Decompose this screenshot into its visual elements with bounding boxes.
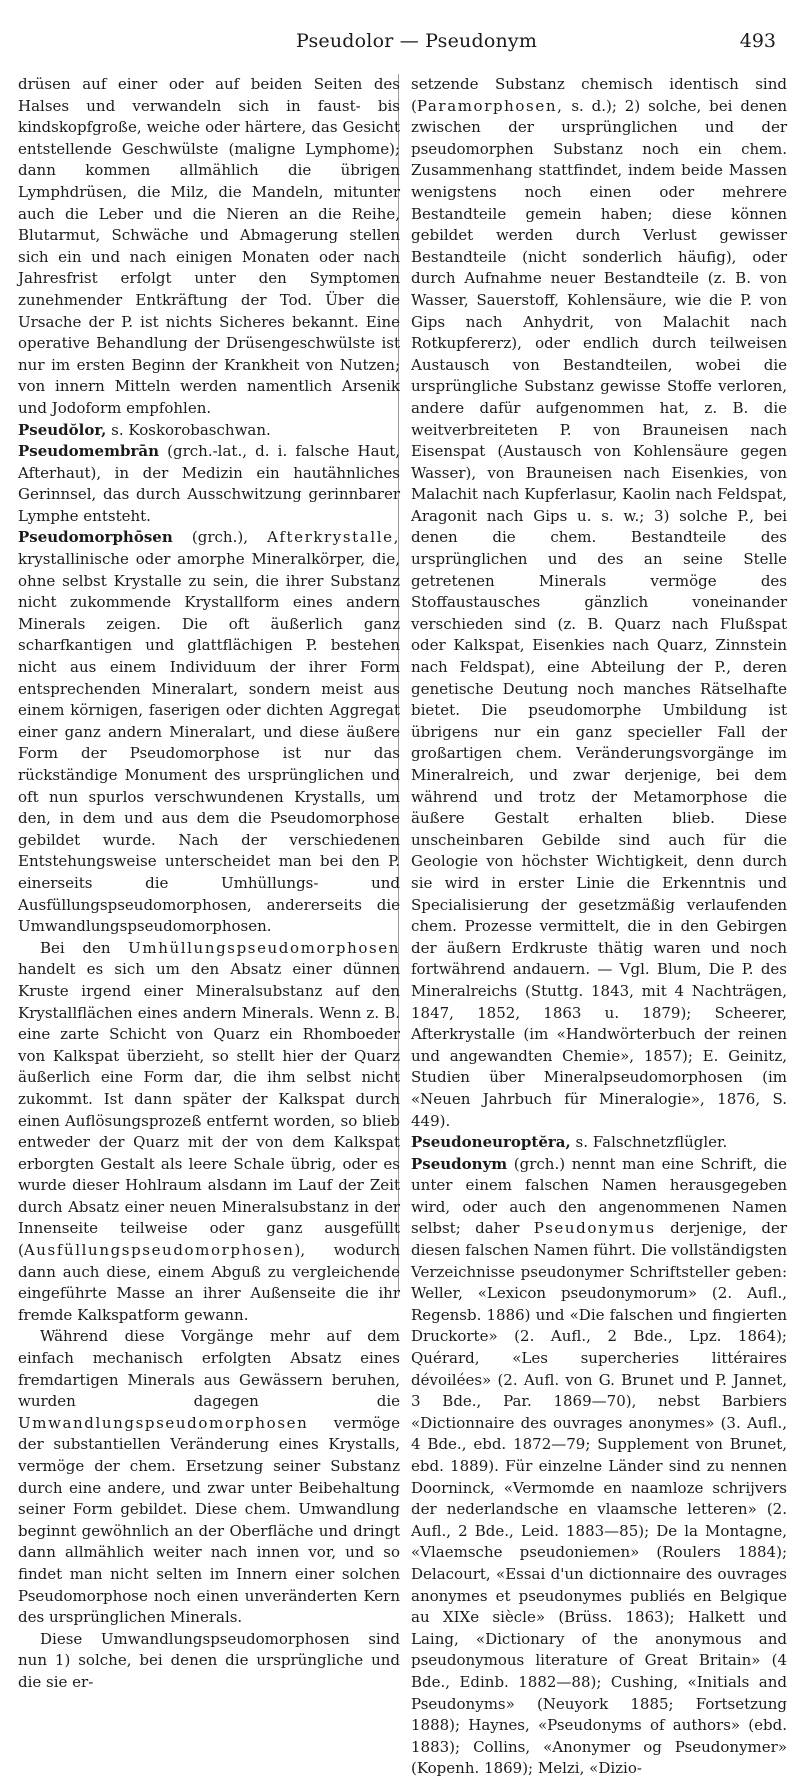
paragraph-lymphoma: drüsen auf einer oder auf beiden Seiten des Halses und verwandeln sich in faust- bis kindskopfgroße, weiche oder härtere, das Gesicht entstellende Geschwülste (maligne Lymphome); dann kommen allmählich die übrigen Lymphdrüsen, die Milz, die Mandeln, mitunter auch die Leber und die Nieren an die Reihe, Blutarmut, Schwäche und Abmagerung stellen sich ein und nach einigen Monaten oder nach Jahresfrist erfolgt unter den Symptomen zunehmender Entkräftung der Tod. Über die Ursache der P. ist nichts Sicheres bekannt. Eine operative Behandlung der Drüsengeschwülste ist nur im ersten Beginn der Krankheit von Nutzen; von innern Mitteln werden namentlich Arsenik und Jodoform empfohlen.	[18, 75, 400, 417]
paragraph-umwandlung	[18, 1326, 400, 1628]
text-run: setzende Substanz chemisch identisch sind (	[411, 75, 787, 115]
spaced-term: Umwandlungspseudomorphosen	[18, 1413, 309, 1432]
entry-pseudonym	[411, 1154, 787, 1780]
headword-pseudolor: Pseudŏlor,	[18, 420, 107, 439]
paragraph-continuation	[411, 74, 787, 1132]
text-run: Bei den	[40, 938, 129, 957]
right-column	[411, 74, 788, 1778]
entry-text: krystallinische oder amorphe Mineralkörper, die, ohne selbst Krystalle zu sein, die ihrer Substanz nicht zukommende Krystallform eines andern Minerals zeigen. Die oft äußerlich ganz scharfkantigen und glattflächigen P. bestehen nicht aus einem Individuum der ihrer Form entsprechenden Mineralart, sondern meist aus einem körnigen, faserigen oder dichten Aggregat einer ganz andern Mineralart, und diese äußere Form der Pseudomorphose ist nur das rückständige Monument des ursprünglichen und oft nun spurlos verschwundenen Krystalls, um den, in dem und aus dem die Pseudomorphose gebildet wurde. Nach der verschiedenen Entstehungsweise unterscheidet man bei den P. einerseits die Umhüllungs- und Ausfüllungspseudomorphosen, andererseits die Umwandlungspseudomorphosen.	[18, 550, 400, 936]
text-run: vermöge der substantiellen Veränderung eines Krystalls, vermöge der chem. Ersetzung seiner Substanz durch eine andere, und zwar unter Beibehaltung seiner Form gebildet. Diese chem. Umwandlung beginnt gewöhnlich an der Oberfläche und dringt dann allmählich weiter nach innen vor, und so findet man nicht selten im Innern einer solchen Pseudomorphose noch einen unveränderten Kern des ursprünglichen Minerals.	[18, 1413, 400, 1627]
running-title: Pseudolor — Pseudonym	[296, 30, 538, 52]
entry-text: derjenige, der diesen falschen Namen führt. Die vollständigsten Verzeichnisse pseudonymer Schriftsteller geben: Weller, «Lexicon pseudonymorum» (2. Aufl., Regensb. 1886) und «Die falschen und fingierten Druckorte» (2. Aufl., 2 Bde., Lpz. 1864); Quérard, «Les supercheries littéraires dévoilées» (2. Aufl. von G. Brunet und P. Jannet, 3 Bde., Par. 1869—70), nebst Barbiers «Dictionnaire des ouvrages anonymes» (3. Aufl., 4 Bde., ebd. 1872—79; Supplement von Brunet, ebd. 1889). Für einzelne Länder sind zu nennen Doorninck, «Vermomde en naamloze schrijvers der nederlandsche en vlaamsche letteren» (2. Aufl., 2 Bde., Leid. 1883—85); De la Montagne, «Vlaemsche pseudoniemen» (Roulers 1884); Delacourt, «Essai d'un dictionnaire des ouvrages anonymes et pseudonymes publiés en Belgique au XIXe siècle» (Brüss. 1863); Halkett und Laing, «Dictionary of the anonymous and pseudonymous literature of Great Britain» (4 Bde., Edinb. 1882—88); Cushing, «Initials and Pseudonyms» (Neuyork 1885; Fortsetzung 1888); Haynes, «Pseudonyms of authors» (ebd. 1883); Collins, «Anonymer og Pseudonymer» (Kopenh. 1869); Melzi, «Dizio-	[411, 1219, 788, 1778]
entry-text: (grch.-lat., d. i. falsche Haut, Afterhaut), in der Medizin ein hautähnliches Gerinnsel, das durch Ausschwitzung gerinnbarer Lymphe entsteht.	[18, 442, 400, 525]
entry-text: s. Falschnetzflügler.	[570, 1133, 728, 1152]
headword-pseudomorphosen: Pseudomorphōsen	[18, 528, 173, 547]
text-run: s. d.); 2) solche, bei denen zwischen der ursprünglichen und der pseudomorphen Substanz noch ein chem. Zusammenhang stattfindet, indem beide Massen wenigstens noch einen oder mehrere Bestandteile gemein haben; diese können gebildet werden durch Verlust gewisser Bestandteile (nicht sonderlich häufig), oder durch Aufnahme neuer Bestandteile (z. B. von Wasser, Sauerstoff, Kohlensäure, wie die P. von Gips nach Anhydrit, von Malachit nach Rotkupfererz), oder endlich durch teilweisen Austausch von Bestandteilen, wobei die ursprüngliche Substanz gewisse Stoffe verloren, andere dafür aufgenommen hat, z. B. die weitverbreiteten P. von Brauneisen nach Eisenspat (Austausch von Kohlensäure gegen Wasser), von Brauneisen nach Eisenkies, von Malachit nach Kupferlasur, Kaolin nach Feldspat, Aragonit nach Gips u. s. w.; 3) solche P., bei denen die chem. Bestandteile des ursprünglichen und des an seine Stelle getretenen Minerals vermöge des Stoffaustausches gänzlich voneinander verschieden sind (z. B. Quarz nach Flußspat oder Kalkspat, Eisenkies nach Quarz, Zinnstein nach Feldspat), eine Abteilung der P., deren genetische Deutung noch manches Rätselhafte bietet. Die pseudomorphe Umbildung ist übrigens nur ein ganz specieller Fall der großartigen chem. Veränderungsvorgänge im Mineralreich, und zwar derjenige, bei dem während und trotz der Metamorphose die äußere Gestalt erhalten blieb. Diese unscheinbaren Gebilde sind auch für die Geologie von höchster Wichtigkeit, denn durch sie wird in erster Linie die Erkenntnis und Specialisierung der gesetzmäßig verlaufenden chem. Prozesse vermittelt, die in den Gebirgen der äußern Erdkruste thätig waren und noch fortwährend andauern. — Vgl. Blum, Die P. des Mineralreichs (Stuttg. 1843, mit 4 Nachträgen, 1847, 1852, 1863 u. 1879); Scheerer, Afterkrystalle (im «Handwörterbuch der reinen und angewandten Chemie», 1857); E. Geinitz, Studien über Mineralpseudomorphosen (im «Neuen Jahrbuch für Mineralogie», 1876, S. 449).	[411, 96, 787, 1130]
paragraph-umhuellung	[18, 938, 400, 1327]
text-run: Während diese Vorgänge mehr auf dem einfach mechanisch erfolgten Absatz eines fremdartigen Minerals aus Gewässern beruhen, wurden dagegen die	[18, 1327, 400, 1411]
spaced-term: Paramorphosen,	[416, 96, 564, 115]
entry-text: s. Koskorobaschwan.	[106, 420, 271, 439]
page-number: 493	[739, 30, 776, 52]
spaced-term: Pseudonymus	[533, 1219, 656, 1238]
spaced-term: Umhüllungspseudomorphosen	[128, 938, 400, 957]
headword-pseudomembran: Pseudomembrān	[18, 442, 159, 461]
entry-text: (grch.),	[172, 528, 268, 547]
headword-pseudonym: Pseudonym	[411, 1154, 508, 1173]
headword-pseudoneuroptera: Pseudoneuroptĕra,	[411, 1133, 571, 1152]
spaced-term: Afterkrystalle,	[267, 528, 400, 547]
paragraph-classification: Diese Umwandlungspseudomorphosen sind nun 1) solche, bei denen die ursprüngliche und die sie er-	[18, 1629, 400, 1691]
entry-text: (grch.) nennt man eine Schrift, die unter einem falschen Namen herausgegeben wird, oder auch den angenommenen Namen selbst; daher	[411, 1154, 787, 1238]
left-column	[18, 74, 400, 1691]
entry-pseudolor	[18, 420, 400, 442]
page-header	[0, 30, 800, 58]
text-run: handelt es sich um den Absatz einer dünnen Kruste irgend einer Mineralsubstanz auf den Krystallflächen eines andern Minerals. Wenn z. B. eine zarte Schicht von Quarz ein Rhomboeder von Kalkspat überzieht, so stellt hier der Quarz äußerlich eine Form dar, die ihm selbst nicht zukommt. Ist dann später der Kalkspat durch einen Auflösungsprozeß entfernt worden, so blieb entweder der Quarz mit der von dem Kalkspat erborgten Gestalt als leere Schale übrig, oder es wurde dieser Hohlraum alsdann im Lauf der Zeit durch Absatz einer neuen Mineralsubstanz in der Innenseite teilweise oder ganz ausgefüllt (	[18, 960, 400, 1260]
entry-pseudomorphosen	[18, 527, 400, 937]
spaced-term: Ausfüllungspseudomorphosen	[23, 1241, 295, 1260]
entry-pseudomembran	[18, 441, 400, 527]
entry-pseudoneuroptera	[411, 1132, 787, 1154]
text-run: ), wodurch dann auch diese, einem Abguß zu vergleichende eingeführte Masse an ihrer Außenseite die ihr fremde Kalkspatform gewann.	[18, 1241, 400, 1324]
